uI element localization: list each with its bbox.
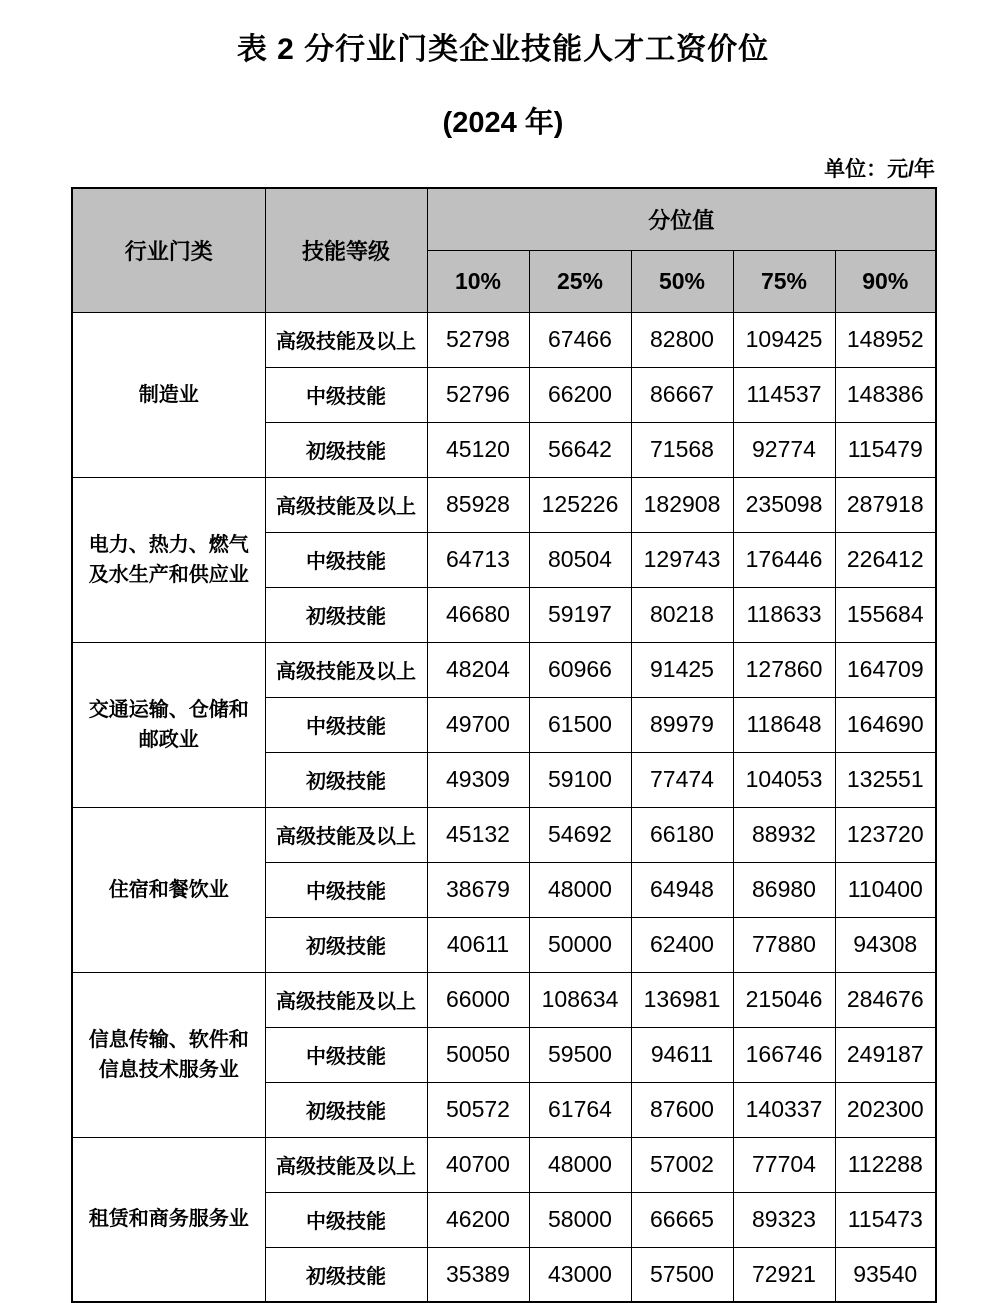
value-cell: 114537 xyxy=(733,367,835,422)
table-row xyxy=(72,972,936,1027)
value-cell: 35389 xyxy=(427,1247,529,1302)
value-cell: 62400 xyxy=(631,917,733,972)
skill-level-cell: 高级技能及以上 xyxy=(265,807,427,862)
value-cell: 155684 xyxy=(835,587,936,642)
value-cell: 77474 xyxy=(631,752,733,807)
value-cell: 88932 xyxy=(733,807,835,862)
value-cell: 57500 xyxy=(631,1247,733,1302)
value-cell: 71568 xyxy=(631,422,733,477)
value-cell: 50000 xyxy=(529,917,631,972)
value-cell: 94308 xyxy=(835,917,936,972)
value-cell: 43000 xyxy=(529,1247,631,1302)
value-cell: 92774 xyxy=(733,422,835,477)
value-cell: 164690 xyxy=(835,697,936,752)
value-cell: 60966 xyxy=(529,642,631,697)
value-cell: 50050 xyxy=(427,1027,529,1082)
value-cell: 59500 xyxy=(529,1027,631,1082)
skill-level-cell: 高级技能及以上 xyxy=(265,477,427,532)
industry-cell: 信息传输、软件和信息技术服务业 xyxy=(72,972,265,1137)
column-header-skill-level: 技能等级 xyxy=(265,188,427,312)
value-cell: 45132 xyxy=(427,807,529,862)
value-cell: 66180 xyxy=(631,807,733,862)
value-cell: 49700 xyxy=(427,697,529,752)
value-cell: 40700 xyxy=(427,1137,529,1192)
column-header-p90: 90% xyxy=(835,250,936,312)
value-cell: 46680 xyxy=(427,587,529,642)
value-cell: 115479 xyxy=(835,422,936,477)
table-row xyxy=(72,312,936,367)
table-row xyxy=(72,477,936,532)
skill-level-cell: 中级技能 xyxy=(265,367,427,422)
skill-level-cell: 高级技能及以上 xyxy=(265,642,427,697)
value-cell: 118648 xyxy=(733,697,835,752)
value-cell: 94611 xyxy=(631,1027,733,1082)
column-header-p25: 25% xyxy=(529,250,631,312)
value-cell: 284676 xyxy=(835,972,936,1027)
skill-level-cell: 高级技能及以上 xyxy=(265,972,427,1027)
value-cell: 123720 xyxy=(835,807,936,862)
value-cell: 125226 xyxy=(529,477,631,532)
value-cell: 49309 xyxy=(427,752,529,807)
value-cell: 86667 xyxy=(631,367,733,422)
value-cell: 249187 xyxy=(835,1027,936,1082)
page-subtitle: (2024 年) xyxy=(442,107,564,139)
skill-level-cell: 初级技能 xyxy=(265,1247,427,1302)
unit-label: 单位：元/年 xyxy=(824,158,935,181)
value-cell: 148952 xyxy=(835,312,936,367)
value-cell: 164709 xyxy=(835,642,936,697)
value-cell: 176446 xyxy=(733,532,835,587)
value-cell: 89323 xyxy=(733,1192,835,1247)
value-cell: 115473 xyxy=(835,1192,936,1247)
value-cell: 66665 xyxy=(631,1192,733,1247)
value-cell: 54692 xyxy=(529,807,631,862)
value-cell: 77880 xyxy=(733,917,835,972)
skill-level-cell: 初级技能 xyxy=(265,587,427,642)
column-header-p50: 50% xyxy=(631,250,733,312)
value-cell: 89979 xyxy=(631,697,733,752)
table-body xyxy=(72,312,936,1302)
value-cell: 38679 xyxy=(427,862,529,917)
value-cell: 52796 xyxy=(427,367,529,422)
header-row-top xyxy=(72,188,936,250)
skill-level-cell: 高级技能及以上 xyxy=(265,312,427,367)
value-cell: 235098 xyxy=(733,477,835,532)
table-container xyxy=(71,153,935,1303)
value-cell: 61764 xyxy=(529,1082,631,1137)
value-cell: 66200 xyxy=(529,367,631,422)
value-cell: 64713 xyxy=(427,532,529,587)
column-header-p75: 75% xyxy=(733,250,835,312)
industry-cell: 制造业 xyxy=(72,312,265,477)
industry-cell: 租赁和商务服务业 xyxy=(72,1137,265,1302)
skill-level-cell: 初级技能 xyxy=(265,1082,427,1137)
value-cell: 80504 xyxy=(529,532,631,587)
value-cell: 85928 xyxy=(427,477,529,532)
skill-level-cell: 中级技能 xyxy=(265,1192,427,1247)
value-cell: 118633 xyxy=(733,587,835,642)
value-cell: 202300 xyxy=(835,1082,936,1137)
value-cell: 109425 xyxy=(733,312,835,367)
skill-level-cell: 初级技能 xyxy=(265,917,427,972)
industry-cell: 住宿和餐饮业 xyxy=(72,807,265,972)
value-cell: 45120 xyxy=(427,422,529,477)
skill-level-cell: 中级技能 xyxy=(265,697,427,752)
value-cell: 72921 xyxy=(733,1247,835,1302)
value-cell: 59100 xyxy=(529,752,631,807)
table-row xyxy=(72,807,936,862)
table-row xyxy=(72,1137,936,1192)
value-cell: 136981 xyxy=(631,972,733,1027)
value-cell: 80218 xyxy=(631,587,733,642)
page-title: 表 2 分行业门类企业技能人才工资价位 xyxy=(236,33,770,66)
value-cell: 77704 xyxy=(733,1137,835,1192)
value-cell: 166746 xyxy=(733,1027,835,1082)
value-cell: 52798 xyxy=(427,312,529,367)
skill-level-cell: 中级技能 xyxy=(265,532,427,587)
value-cell: 46200 xyxy=(427,1192,529,1247)
value-cell: 140337 xyxy=(733,1082,835,1137)
value-cell: 66000 xyxy=(427,972,529,1027)
value-cell: 215046 xyxy=(733,972,835,1027)
value-cell: 287918 xyxy=(835,477,936,532)
value-cell: 148386 xyxy=(835,367,936,422)
value-cell: 57002 xyxy=(631,1137,733,1192)
value-cell: 61500 xyxy=(529,697,631,752)
industry-cell: 电力、热力、燃气及水生产和供应业 xyxy=(72,477,265,642)
value-cell: 67466 xyxy=(529,312,631,367)
value-cell: 112288 xyxy=(835,1137,936,1192)
value-cell: 48000 xyxy=(529,862,631,917)
skill-level-cell: 高级技能及以上 xyxy=(265,1137,427,1192)
value-cell: 129743 xyxy=(631,532,733,587)
value-cell: 56642 xyxy=(529,422,631,477)
column-header-industry: 行业门类 xyxy=(72,188,265,312)
value-cell: 132551 xyxy=(835,752,936,807)
value-cell: 48204 xyxy=(427,642,529,697)
value-cell: 86980 xyxy=(733,862,835,917)
value-cell: 91425 xyxy=(631,642,733,697)
value-cell: 48000 xyxy=(529,1137,631,1192)
value-cell: 127860 xyxy=(733,642,835,697)
value-cell: 59197 xyxy=(529,587,631,642)
skill-level-cell: 中级技能 xyxy=(265,862,427,917)
skill-level-cell: 中级技能 xyxy=(265,1027,427,1082)
wage-table xyxy=(71,187,937,1303)
value-cell: 182908 xyxy=(631,477,733,532)
value-cell: 226412 xyxy=(835,532,936,587)
column-header-percentile-group: 分位值 xyxy=(427,188,936,250)
value-cell: 82800 xyxy=(631,312,733,367)
skill-level-cell: 初级技能 xyxy=(265,422,427,477)
column-header-p10: 10% xyxy=(427,250,529,312)
value-cell: 93540 xyxy=(835,1247,936,1302)
value-cell: 108634 xyxy=(529,972,631,1027)
value-cell: 87600 xyxy=(631,1082,733,1137)
value-cell: 50572 xyxy=(427,1082,529,1137)
value-cell: 58000 xyxy=(529,1192,631,1247)
value-cell: 40611 xyxy=(427,917,529,972)
value-cell: 64948 xyxy=(631,862,733,917)
value-cell: 110400 xyxy=(835,862,936,917)
table-row xyxy=(72,642,936,697)
table-header xyxy=(72,188,936,312)
value-cell: 104053 xyxy=(733,752,835,807)
skill-level-cell: 初级技能 xyxy=(265,752,427,807)
industry-cell: 交通运输、仓储和邮政业 xyxy=(72,642,265,807)
